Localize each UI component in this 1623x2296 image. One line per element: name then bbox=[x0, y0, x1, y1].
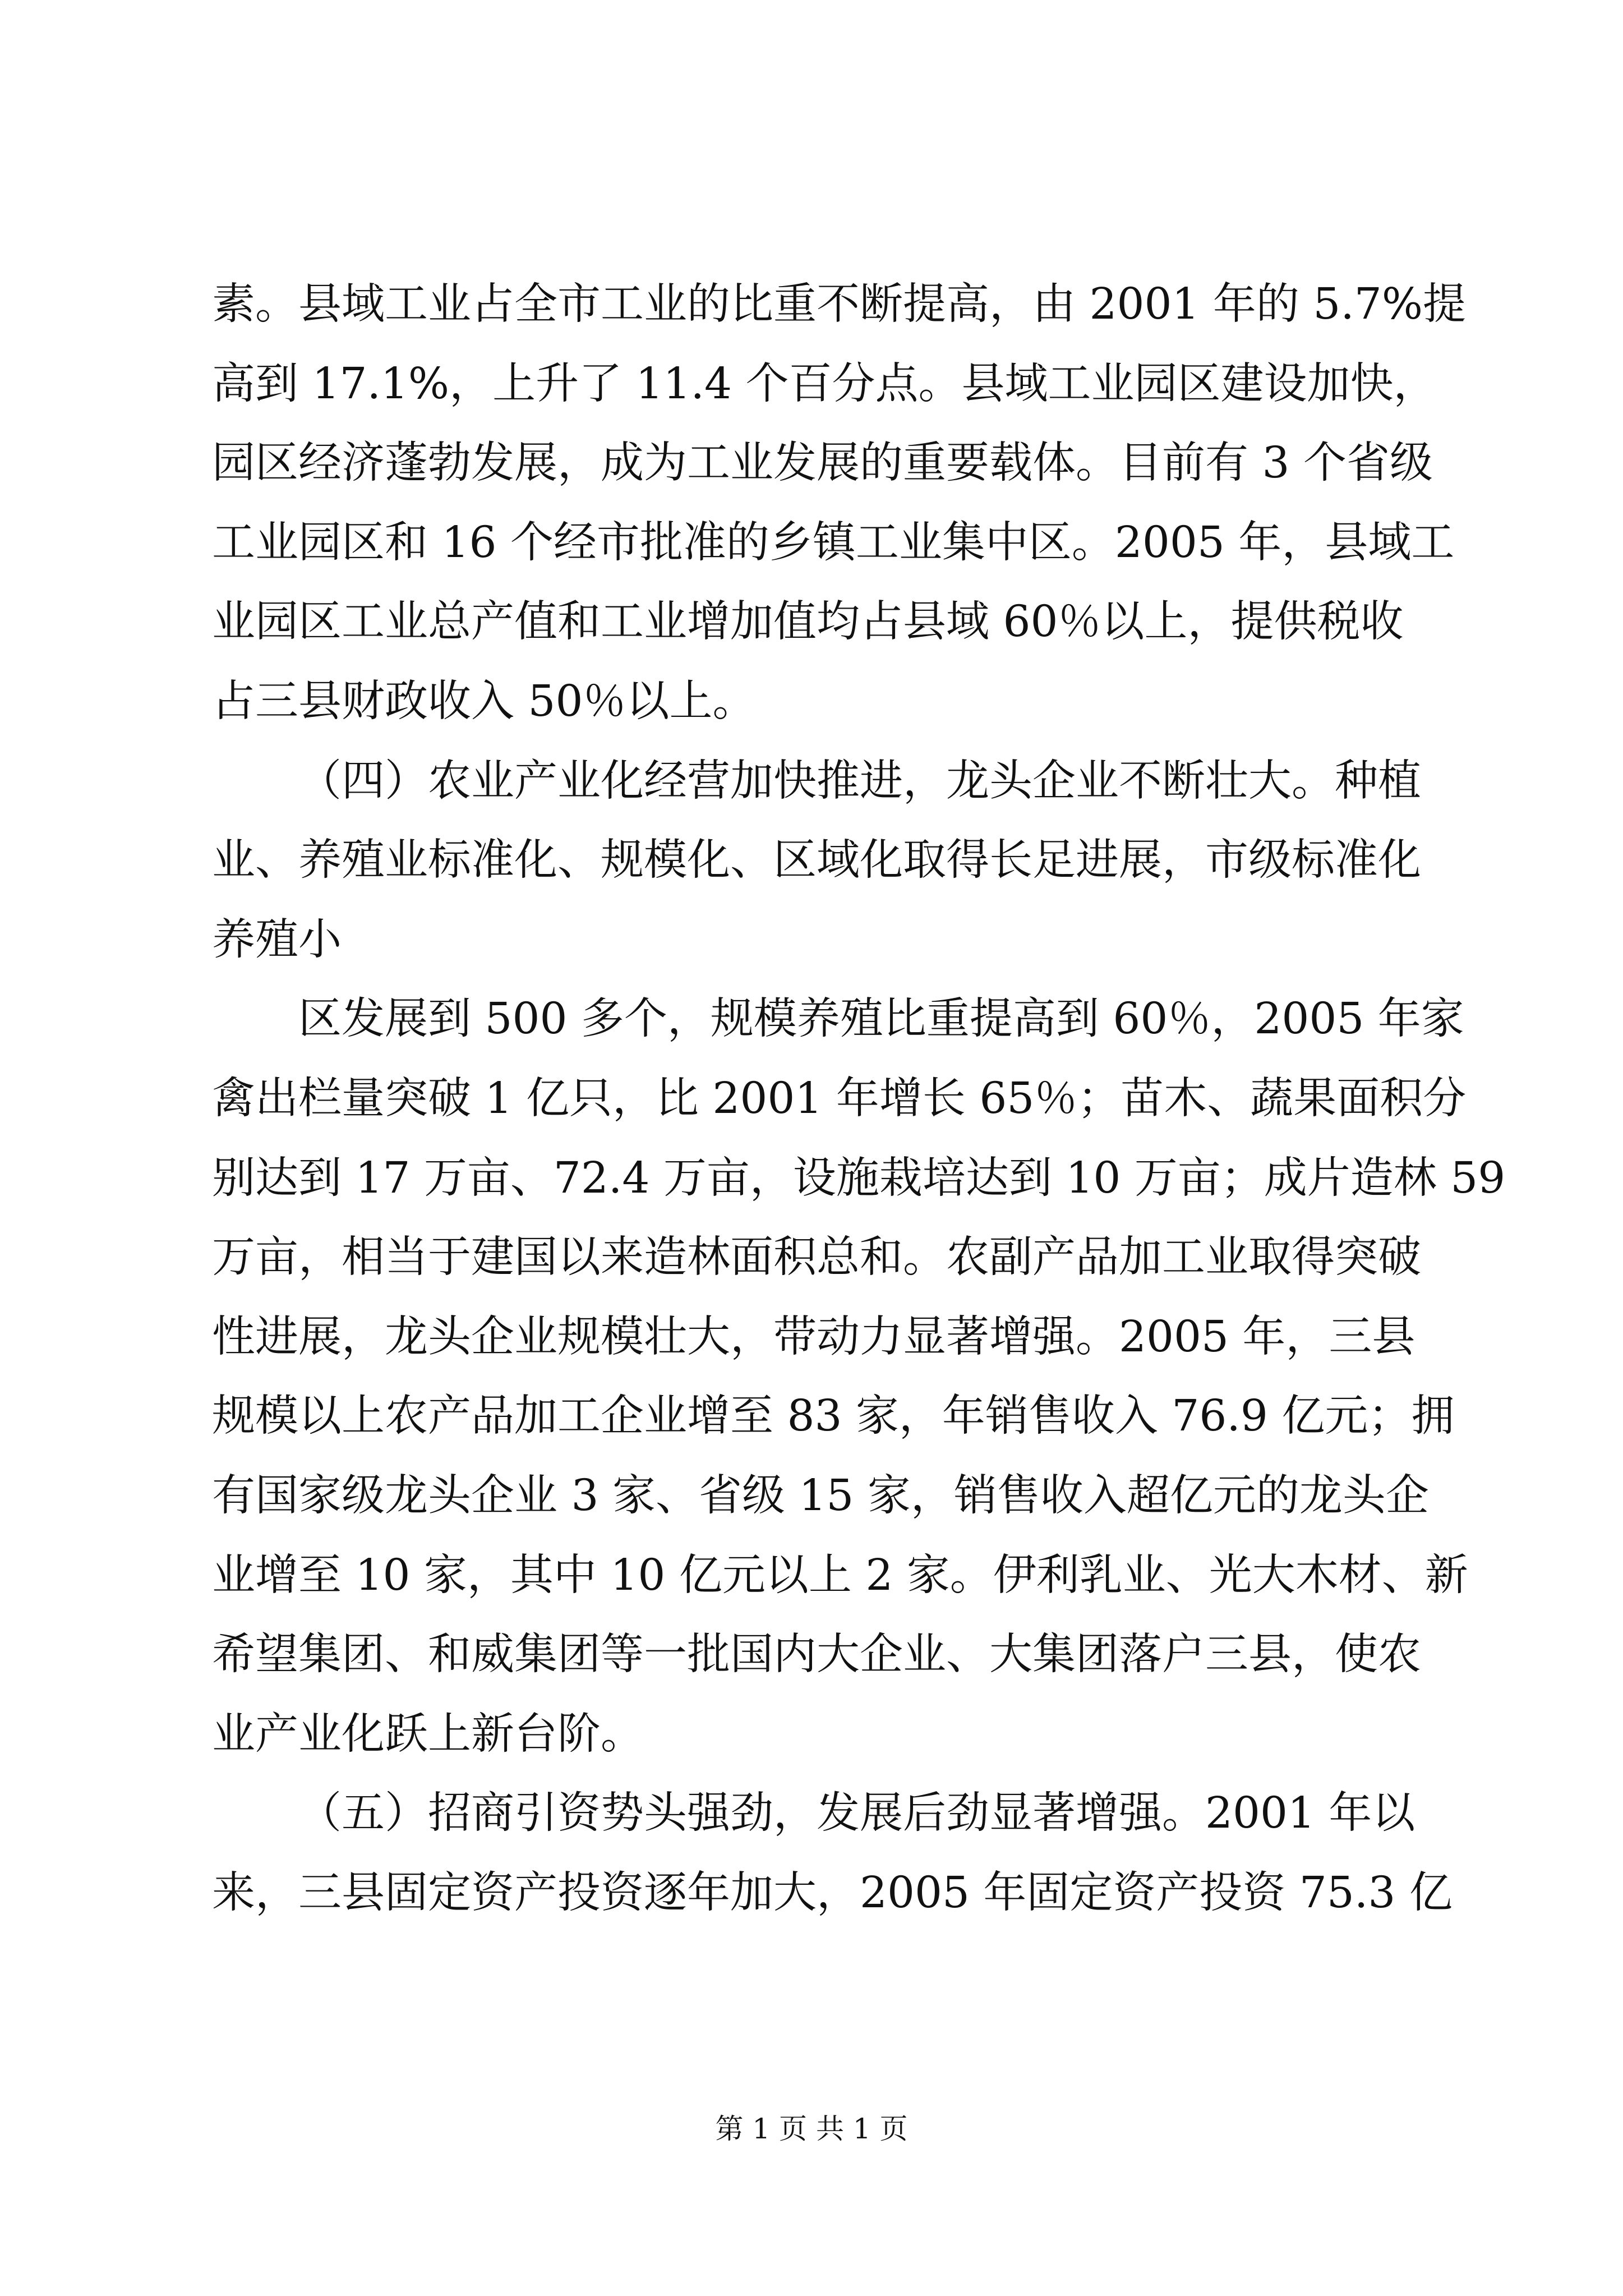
text-line: 业、养殖业标准化、规模化、区域化取得长足进展，市级标准化 bbox=[212, 835, 1421, 886]
text-line: 希望集团、和威集团等一批国内大企业、大集团落户三县，使农 bbox=[212, 1630, 1421, 1680]
text-line: 万亩，相当于建国以来造林面积总和。农副产品加工业取得突破 bbox=[212, 1232, 1421, 1283]
text-line: 园区经济蓬勃发展，成为工业发展的重要载体。目前有 3 个省级 bbox=[212, 438, 1433, 489]
paragraph-first-line: （四）农业产业化经营加快推进，龙头企业不断壮大。种植 bbox=[298, 756, 1421, 806]
text-line: 性进展，龙头企业规模壮大，带动力显著增强。2005 年，三县 bbox=[212, 1312, 1415, 1362]
paragraph-first-line: （五）招商引资势头强劲，发展后劲显著增强。2001 年以 bbox=[298, 1788, 1415, 1839]
text-line: 别达到 17 万亩、72.4 万亩，设施栽培达到 10 万亩；成片造林 59 bbox=[212, 1153, 1506, 1203]
text-line: 高到 17.1%，上升了 11.4 个百分点。县域工业园区建设加快， bbox=[212, 358, 1437, 409]
page-footer: 第 1 页 共 1 页 bbox=[715, 2113, 908, 2145]
text-line: 有国家级龙头企业 3 家、省级 15 家，销售收入超亿元的龙头企 bbox=[212, 1470, 1429, 1521]
text-line: 禽出栏量突破 1 亿只，比 2001 年增长 65％；苗木、蔬果面积分 bbox=[212, 1073, 1467, 1124]
text-line: 素。县域工业占全市工业的比重不断提高，由 2001 年的 5.7%提 bbox=[212, 279, 1467, 329]
text-line: 业增至 10 家，其中 10 亿元以上 2 家。伊利乳业、光大木材、新 bbox=[212, 1550, 1468, 1600]
text-line: 养殖小 bbox=[212, 914, 342, 965]
text-line: 业产业化跃上新台阶。 bbox=[212, 1709, 644, 1759]
text-line: 业园区工业总产值和工业增加值均占县域 60％以上，提供税收 bbox=[212, 597, 1404, 647]
text-line: 规模以上农产品加工企业增至 83 家，年销售收入 76.9 亿元；拥 bbox=[212, 1391, 1455, 1442]
text-line: 来，三县固定资产投资逐年加大，2005 年固定资产投资 75.3 亿 bbox=[212, 1867, 1453, 1918]
document-body bbox=[212, 265, 1506, 1932]
text-line: 工业园区和 16 个经市批准的乡镇工业集中区。2005 年，县域工 bbox=[212, 517, 1455, 568]
paragraph-first-line: 区发展到 500 多个，规模养殖比重提高到 60％，2005 年家 bbox=[298, 994, 1464, 1045]
text-line: 占三县财政收入 50％以上。 bbox=[212, 676, 756, 726]
